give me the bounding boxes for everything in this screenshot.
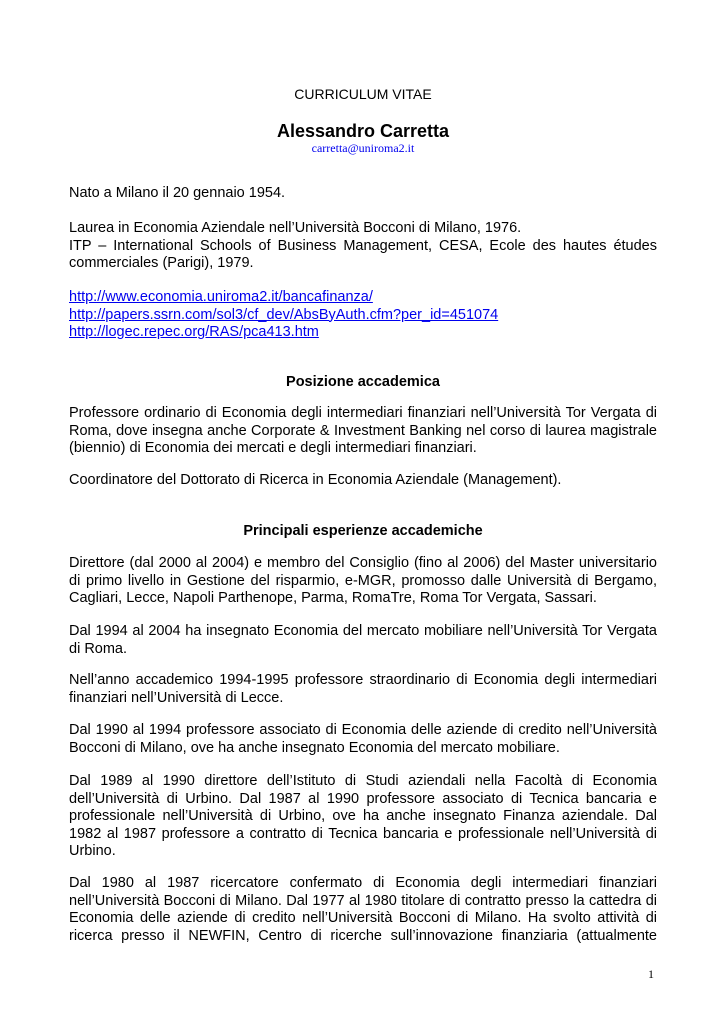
itp-text: ITP – International Schools of Business Management, CESA, Ecole des hautes études commerciales (Parigi), 1979. bbox=[69, 237, 657, 271]
birth-text: Nato a Milano il 20 gennaio 1954. bbox=[69, 185, 286, 201]
degree-text: Laurea in Economia Aziendale nell’Università Bocconi di Milano, 1976. bbox=[69, 220, 522, 236]
experience-paragraph-6 bbox=[69, 875, 657, 945]
paragraph-text: Dal 1990 al 1994 professore associato di Economia delle aziende di credito nell’Università Bocconi di Milano, ove ha anche insegnato Economia del mercato mobiliare. bbox=[69, 722, 657, 756]
document-title: CURRICULUM VITAE bbox=[294, 86, 432, 102]
position-paragraph-2 bbox=[69, 472, 657, 490]
paragraph-text: Dal 1989 al 1990 direttore dell’Istituto di Studi aziendali nella Facoltà di Economia dell’Università di Urbino. Dal 1987 al 1990 professore associato di Tecnica bancaria e professionale nell’Università di Urbino, ove ha anche insegnato Finanza aziendale. Dal 1982 al 1987 professore a contratto di Tecnica bancaria e professionale nell’Università di Urbino. bbox=[69, 773, 657, 859]
paragraph-text: Nell’anno accademico 1994-1995 professore straordinario di Economia degli intermediari finanziari nell’Università di Lecce. bbox=[69, 672, 657, 706]
experience-paragraph-4 bbox=[69, 722, 657, 757]
paragraph-text: Dal 1994 al 2004 ha insegnato Economia del mercato mobiliare nell’Università Tor Vergata di Roma. bbox=[69, 623, 657, 657]
link-economia[interactable]: http://www.economia.uniroma2.it/bancafinanza/ bbox=[69, 289, 373, 305]
paragraph-text: Professore ordinario di Economia degli intermediari finanziari nell’Università Tor Vergata di Roma, dove insegna anche Corporate & Investment Banking nel corso di laurea magistrale (biennio) di Economia dei mercati e degli intermediari finanziari. bbox=[69, 405, 657, 456]
paragraph-text: Dal 1980 al 1987 ricercatore confermato di Economia degli intermediari finanziari nell’Università Bocconi di Milano. Dal 1977 al 1980 titolare di contratto presso la cattedra di Economia delle aziende di credito nell’Università Bocconi di Milano. Ha svolto attività di ricerca presso il NEWFIN, Centro di ricerche sull’innovazione finanziaria (attualmente bbox=[69, 875, 657, 944]
experience-paragraph-5 bbox=[69, 773, 657, 861]
position-paragraph-1 bbox=[69, 405, 657, 458]
link-ssrn[interactable]: http://papers.ssrn.com/sol3/cf_dev/AbsByAuth.cfm?per_id=451074 bbox=[69, 306, 499, 323]
experience-paragraph-3 bbox=[69, 672, 657, 707]
experience-paragraph-2 bbox=[69, 623, 657, 658]
birth-info bbox=[69, 185, 657, 203]
paragraph-text: Coordinatore del Dottorato di Ricerca in Economia Aziendale (Management). bbox=[69, 472, 562, 488]
section-title-experiences: Principali esperienze accademiche bbox=[243, 523, 483, 539]
page-number: 1 bbox=[648, 967, 654, 981]
experience-paragraph-1 bbox=[69, 555, 657, 608]
links-block bbox=[69, 289, 657, 342]
education-block bbox=[69, 220, 657, 273]
paragraph-text: Direttore (dal 2000 al 2004) e membro del Consiglio (fino al 2006) del Master universitario di primo livello in Gestione del risparmio, e-MGR, promosso dalle Università di Bergamo, Cagliari, Lecce, Napoli Parthenope, Parma, RomaTre, Roma Tor Vergata, Sassari. bbox=[69, 555, 657, 606]
person-name: Alessandro Carretta bbox=[276, 121, 450, 141]
link-repec[interactable]: http://logec.repec.org/RAS/pca413.htm bbox=[69, 324, 319, 340]
email-line bbox=[69, 141, 657, 155]
email-link[interactable]: carretta@uniroma2.it bbox=[311, 141, 415, 155]
section-title-position: Posizione accademica bbox=[286, 374, 440, 390]
